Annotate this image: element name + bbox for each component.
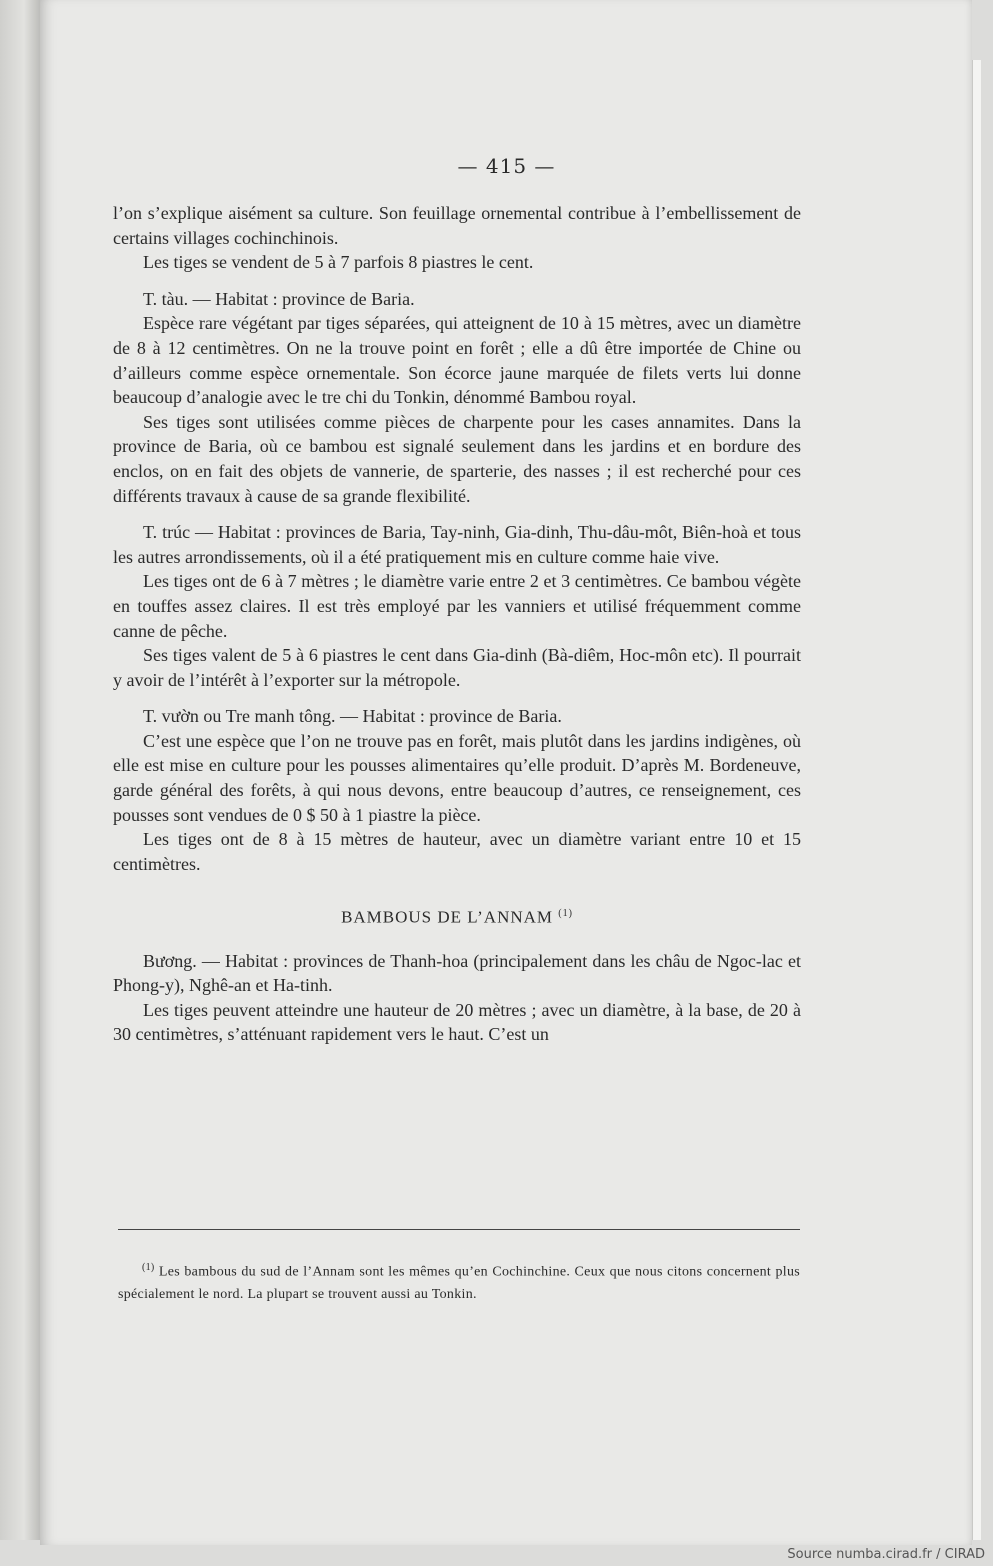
paragraph: Les tiges ont de 8 à 15 mètres de hauteur, avec un diamètre variant entre 10 et 15 centimètres. [113,829,801,874]
footnote-ref: (1) [558,908,573,920]
paragraph: Espèce rare végétant par tiges séparées, qui atteignent de 10 à 15 mètres, avec un diamètre de 8 à 12 centimètres. On ne la trouve point en forêt ; elle a dû être importée de Chine ou d’ailleurs comme espèce ornementale. Son écorce jaune marquée de filets verts lui donne beaucoup d’analogie avec le tre chi du Tonkin, dénommé Bambou royal. [113,313,801,408]
page-number: — 415 — [457,154,556,178]
paragraph: Les tiges ont de 6 à 7 mètres ; le diamètre varie entre 2 et 3 centimètres. Ce bambou végète en touffes assez claires. Il est très employé par les vanniers et utilisé fréquemment comme canne de pêche. [113,571,801,641]
species-heading: T. vườn ou Tre manh tông. — Habitat : province de Baria. [143,706,562,727]
body-text [113,201,801,1047]
source-credit: Source numba.cirad.fr / CIRAD [787,1547,985,1562]
species-heading: T. tàu. — Habitat : province de Baria. [143,288,415,309]
footnote-divider [118,1229,800,1230]
footnote [118,1257,800,1306]
paragraph: Ses tiges sont utilisées comme pièces de charpente pour les cases annamites. Dans la province de Baria, où ce bambou est signalé seulement dans les jardins et en bordure des enclos, on en fait des objets de vannerie, de sparterie, des nasses ; il est recherché pour ces différents travaux à cause de sa grande flexibilité. [113,411,801,506]
paragraph: l’on s’explique aisément sa culture. Son feuillage ornemental contribue à l’embellissement de certains villages cochinchinois. [113,203,801,248]
paragraph: Les tiges peuvent atteindre une hauteur de 20 mètres ; avec un diamètre, à la base, de 20 à 30 centimètres, s’atténuant rapidement vers le haut. C’est un [113,999,801,1045]
footnote-mark: (1) [142,1262,155,1273]
paragraph: Ses tiges valent de 5 à 6 piastres le cent dans Gia-dinh (Bà-diêm, Hoc-môn etc). Il pourrait y avoir de l’intérêt à l’exporter sur la métropole. [113,645,801,690]
paragraph: C’est une espèce que l’on ne trouve pas en forêt, mais plutôt dans les jardins indigènes, où elle est mise en culture pour les pousses alimentaires qu’elle produit. D’après M. Bordeneuve, garde général des forêts, à qui nous devons, entre beaucoup d’autres, ce renseignement, ces pousses sont vendues de 0 $ 50 à 1 piastre la pièce. [113,730,801,825]
species-heading: T. trúc — Habitat : provinces de Baria, Tay-ninh, Gia-dinh, Thu-dâu-môt, Biên-hoà et tous les autres arrondissements, où il a été pratiquement mis en culture comme haie vive. [113,522,801,567]
facing-page-edge [0,0,40,1540]
footnote-text: Les bambous du sud de l’Annam sont les mêmes qu’en Cochinchine. Ceux que nous citons concernent plus spécialement le nord. La plupart se trouvent aussi au Tonkin. [118,1264,800,1302]
species-heading: Bương. — Habitat : provinces de Thanh-hoa (principalement dans les châu de Ngoc-lac et Phong-y), Nghê-an et Ha-tinh. [113,950,801,996]
paragraph: Les tiges se vendent de 5 à 7 parfois 8 piastres le cent. [143,252,534,273]
page-stack-edge [972,60,981,1540]
section-title: BAMBOUS DE L’ANNAM $^{(1)}$ [341,908,573,928]
